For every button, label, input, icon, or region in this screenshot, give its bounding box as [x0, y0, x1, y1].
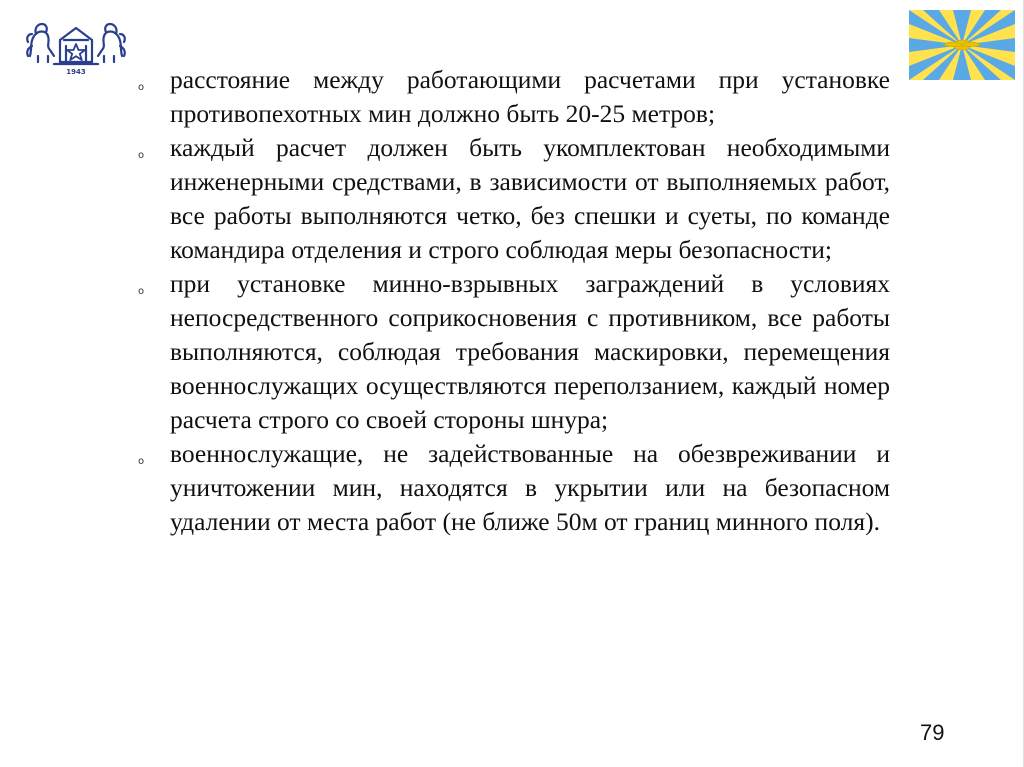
emblem-year: 1943 — [66, 68, 86, 76]
bullet-text: каждый расчет должен быть укомплектован необходимыми инженерными средствами, в зависимости от выполняемых работ, все работы выполняются четко, без спешки и суеты, по команде командира отделения и строго соблюдая меры безопасности; — [170, 133, 890, 264]
page-number: 79 — [920, 720, 945, 745]
list-item — [130, 131, 890, 267]
bullet-text: при установке минно-взрывных заграждений в условиях непосредственного соприкосновения с противником, все работы выполняются, соблюдая требования маскировки, перемещения военнослужащих осуществляются переползанием, каждый номер расчета строго со своей стороны шнура; — [170, 269, 890, 434]
emblem-graphic — [24, 12, 128, 72]
bullet-text: расстояние между работающими расчетами при установке противопехотных мин должно быть 20-25 метров; — [170, 65, 890, 128]
bullet-marker: o — [138, 82, 145, 93]
flag-graphic — [909, 10, 1015, 80]
university-emblem-icon — [24, 12, 128, 82]
air-force-flag-icon — [909, 10, 1015, 80]
bullet-marker: o — [138, 286, 145, 297]
bullet-text: военнослужащие, не задействованные на обезвреживании и уничтожении мин, находятся в укрытии или на безопасном удалении от места работ (не ближе 50м от границ минного поля). — [170, 439, 890, 536]
bullet-list — [130, 63, 890, 539]
bullet-marker: o — [138, 456, 145, 467]
list-item — [130, 267, 890, 437]
bullet-marker: o — [138, 150, 145, 161]
list-item — [130, 63, 890, 131]
list-item — [130, 437, 890, 539]
